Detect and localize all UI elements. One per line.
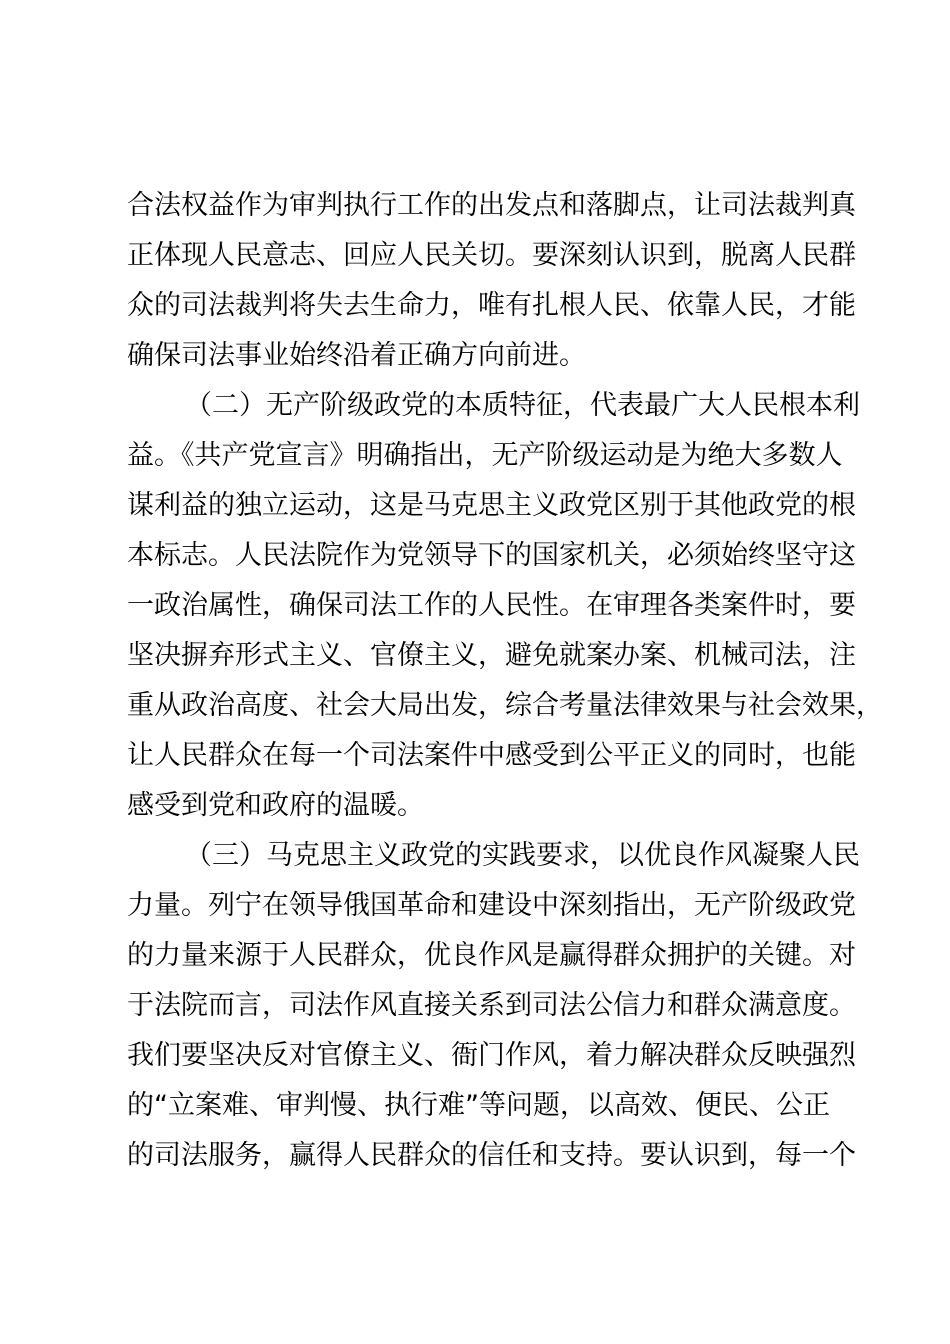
text-line: 本标志。人民法院作为党领导下的国家机关，必须始终坚守这 bbox=[127, 540, 856, 571]
text-line: 于法院而言，司法作风直接关系到司法公信力和群众满意度。 bbox=[127, 990, 856, 1021]
text-line: 确保司法事业始终沿着正确方向前进。 bbox=[127, 340, 586, 371]
text-line: 让人民群众在每一个司法案件中感受到公平正义的同时，也能 bbox=[127, 740, 856, 771]
text-line: 的“立案难、审判慢、执行难”等问题，以高效、便民、公正 bbox=[127, 1090, 830, 1121]
text-line: 的力量来源于人民群众，优良作风是赢得群众拥护的关键。对 bbox=[127, 940, 856, 971]
text-line: 感受到党和政府的温暖。 bbox=[127, 790, 424, 821]
text-line: 益。《共产党宣言》明确指出，无产阶级运动是为绝大多数人 bbox=[127, 440, 843, 471]
text-line: 坚决摒弃形式主义、官僚主义，避免就案办案、机械司法，注 bbox=[127, 640, 856, 671]
text-line: 一政治属性，确保司法工作的人民性。在审理各类案件时，要 bbox=[127, 590, 856, 621]
section-heading-line: （二）无产阶级政党的本质特征，代表最广大人民根本利 bbox=[185, 390, 860, 421]
text-line: 重从政治高度、社会大局出发，综合考量法律效果与社会效果， bbox=[127, 690, 883, 721]
text-line: 我们要坚决反对官僚主义、衙门作风，着力解决群众反映强烈 bbox=[127, 1040, 856, 1071]
body-text bbox=[127, 181, 883, 1181]
text-line: 的司法服务，赢得人民群众的信任和支持。要认识到，每一个 bbox=[127, 1140, 856, 1171]
text-line: 众的司法裁判将失去生命力，唯有扎根人民、依靠人民，才能 bbox=[127, 290, 856, 321]
text-line: 力量。列宁在领导俄国革命和建设中深刻指出，无产阶级政党 bbox=[127, 890, 856, 921]
text-line: 谋利益的独立运动，这是马克思主义政党区别于其他政党的根 bbox=[127, 490, 856, 521]
section-heading-line: （三）马克思主义政党的实践要求，以优良作风凝聚人民 bbox=[185, 840, 860, 871]
text-line: 正体现人民意志、回应人民关切。要深刻认识到，脱离人民群 bbox=[127, 240, 856, 271]
text-line: 合法权益作为审判执行工作的出发点和落脚点，让司法裁判真 bbox=[127, 190, 856, 221]
